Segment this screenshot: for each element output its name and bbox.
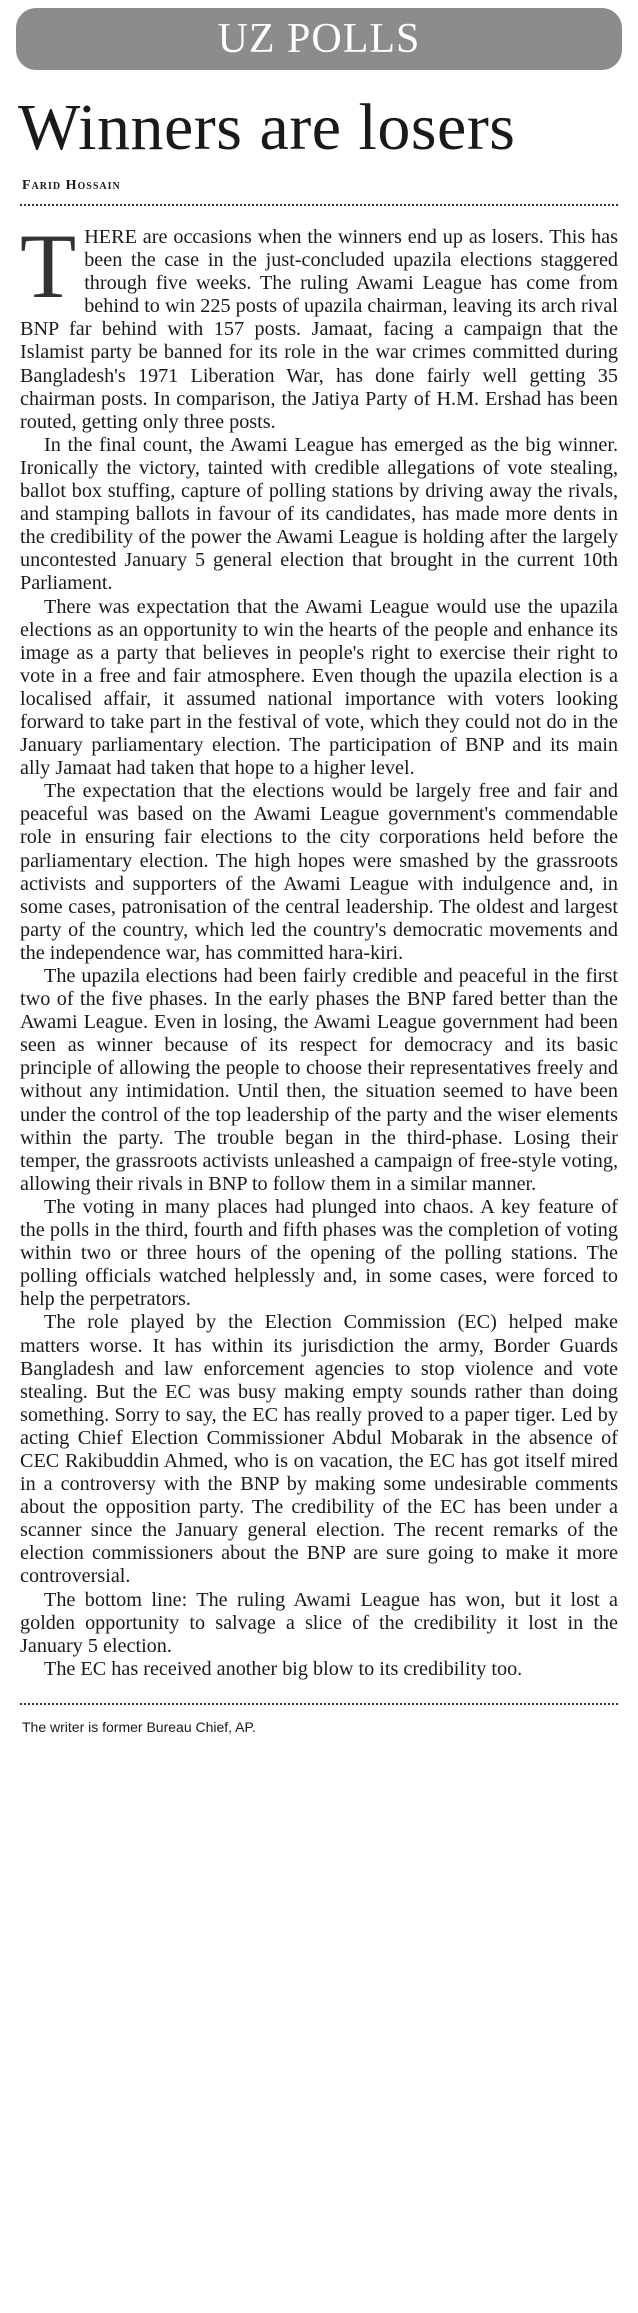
paragraph: The voting in many places had plunged into chaos. A key feature of the polls in the third, fourth and fifth phases was the completion of voting within two or three hours of the opening of the polling stations. The polling officials watched helplessly and, in some cases, were forced to help the perpetrators. [20,1195,618,1311]
paragraph: The role played by the Election Commission (EC) helped make matters worse. It has within its jurisdiction the army, Border Guards Bangladesh and law enforcement agencies to stop violence and vote stealing. But the EC was busy making empty sounds rather than doing something. Sorry to say, the EC has really proved to a paper tiger. Led by acting Chief Election Commissioner Abdul Mobarak in the absence of CEC Rakibuddin Ahmed, who is on vacation, the EC has got itself mired in a controversy with the BNP by making some undesirable comments about the opposition party. The credibility of the EC has been under a scanner since the January general election. The recent remarks of the election commissioners about the BNP are sure going to make it more controversial. [20,1311,618,1588]
byline: Farid Hossain [22,178,121,193]
section-banner [16,8,622,70]
headline: Winners are losers [18,91,516,164]
article-body [20,215,618,1681]
lead-text: HERE are occasions when the winners end up as losers. This has been the case in the just-concluded upazila elections staggered through five weeks. The ruling Awami League has come from behind to win 225 posts of upazila chairman, leaving its arch rival BNP far behind with 157 posts. Jamaat, facing a campaign that the Islamist party be banned for its role in the war crimes committed during Bangladesh's 1971 Liberation War, has done fairly well getting 35 chairman posts. In comparison, the Jatiya Party of H.M. Ershad has been routed, getting only three posts. [20,226,618,433]
lead-paragraph [20,215,618,434]
top-divider [20,204,618,206]
drop-cap: T [20,215,77,317]
paragraph: The bottom line: The ruling Awami League has won, but it lost a golden opportunity to salvage a slice of the credibility it lost in the January 5 election. [20,1588,618,1657]
paragraph: There was expectation that the Awami League would use the upazila elections as an opportunity to win the hearts of the people and enhance its image as a party that believes in people's right to exercise their right to vote in a free and fair atmosphere. Even though the upazila election is a localised affair, it assumed national importance with voters looking forward to take part in the festival of vote, which they could not do in the January parliamentary election. The participation of BNP and its main ally Jamaat had taken that hope to a higher level. [20,595,618,780]
paragraph: The upazila elections had been fairly credible and peaceful in the first two of the five phases. In the early phases the BNP fared better than the Awami League. Even in losing, the Awami League government had been seen as winner because of its respect for democracy and its basic principle of allowing the people to choose their representatives freely and without any intimidation. Until then, the situation seemed to have been under the control of the top leadership of the party and the wiser elements within the party. The trouble began in the third-phase. Losing their temper, the grassroots activists unleashed a campaign of free-style voting, allowing their rivals in BNP to follow them in a similar manner. [20,965,618,1195]
paragraph: In the final count, the Awami League has emerged as the big winner. Ironically the victory, tainted with credible allegations of vote stealing, ballot box stuffing, capture of polling stations by driving away the rivals, and stamping ballots in favour of its candidates, has made more dents in the credibility of the power the Awami League is holding after the largely uncontested January 5 general election that brought in the current 10th Parliament. [20,433,618,595]
paragraph: The expectation that the elections would be largely free and fair and peaceful was based on the Awami League government's commendable role in ensuring fair elections to the city corporations held before the parliamentary election. The high hopes were smashed by the grassroots activists and supporters of the Awami League with indulgence and, in some cases, patronisation of the central leadership. The oldest and largest party of the country, which led the country's democratic movements and the independence war, has committed hara-kiri. [20,780,618,964]
author-note: The writer is former Bureau Chief, AP. [22,1718,256,1735]
section-title: UZ POLLS [217,16,421,62]
bottom-divider [20,1703,618,1705]
paragraph: The EC has received another big blow to its credibility too. [44,1657,523,1680]
